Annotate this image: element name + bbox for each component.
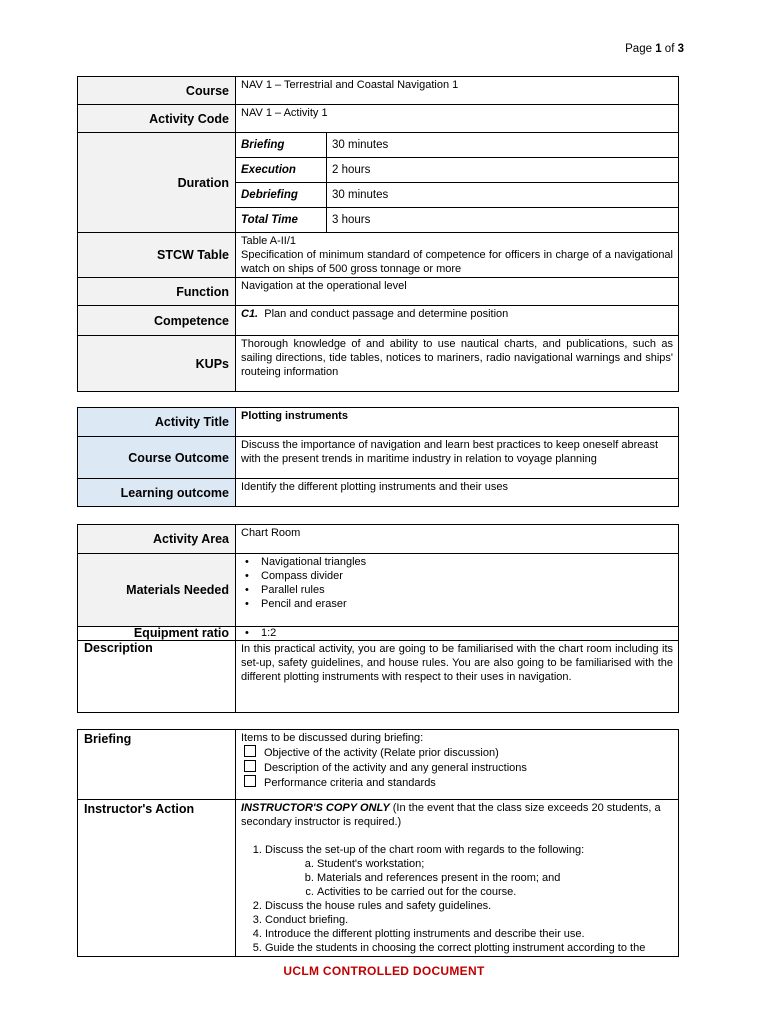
instructor-action-value	[236, 800, 679, 957]
briefing-value	[236, 730, 679, 800]
function-label: Function	[78, 278, 236, 306]
page-number: Page 1 of 3	[625, 43, 684, 55]
duration-key: Total Time	[236, 208, 327, 233]
instructor-note: INSTRUCTOR'S COPY ONLY (In the event that the class size exceeds 20 students, a secondary instructor is required.)	[241, 802, 661, 828]
activity-area-table	[77, 524, 679, 713]
briefing-table	[77, 729, 679, 957]
list-item: c. Activities to be carried out for the course.	[317, 885, 673, 899]
course-outcome-value: Discuss the importance of navigation and learn best practices to keep oneself abreast with the present trends in maritime industry in relation to voyage planning	[236, 437, 679, 479]
duration-value: 2 hours	[327, 158, 679, 183]
equipment-ratio-value	[236, 627, 679, 641]
list-item: • Navigational triangles	[261, 555, 673, 569]
learning-outcome-value: Identify the different plotting instruments and their uses	[236, 479, 679, 507]
course-label: Course	[78, 77, 236, 105]
competence-code: C1.	[241, 308, 259, 320]
list-item: • 1:2	[261, 627, 673, 640]
duration-value: 30 minutes	[327, 183, 679, 208]
stcw-value	[236, 233, 679, 278]
competence-text: Plan and conduct passage and determine position	[264, 308, 509, 320]
course-value: NAV 1 – Terrestrial and Coastal Navigation 1	[236, 77, 679, 105]
kups-label: KUPs	[78, 336, 236, 392]
list-item: 1. Discuss the set-up of the chart room with regards to the following: a. Student's workstation; b. Materials and references present in the room; and c. Activities to be carried out for the course.	[265, 843, 673, 899]
description-label: Description	[78, 641, 236, 713]
controlled-document-footer: UCLM CONTROLLED DOCUMENT	[283, 964, 485, 978]
checkbox-icon[interactable]	[244, 760, 256, 772]
equipment-ratio-label: Equipment ratio	[78, 627, 236, 641]
duration-value: 3 hours	[332, 214, 371, 226]
list-item: 2. Discuss the house rules and safety guidelines.	[265, 899, 673, 913]
briefing-label: Briefing	[78, 730, 236, 800]
instructor-steps	[241, 843, 673, 955]
activity-title-value: Plotting instruments	[236, 408, 679, 437]
function-value: Navigation at the operational level	[236, 278, 679, 306]
competence-label: Competence	[78, 306, 236, 336]
kups-value: Thorough knowledge of and ability to use nautical charts, and publications, such as sailing directions, tide tables, notices to mariners, radio navigational warnings and ships' routeing information	[236, 336, 679, 392]
materials-list	[241, 555, 673, 611]
course-info-table	[77, 76, 679, 392]
description-value: In this practical activity, you are going to be familiarised with the chart room including its set-up, safety guidelines, and house rules. You are also going to be familiarised with the different plotting instruments with respect to their uses in navigation.	[236, 641, 679, 713]
materials-label: Materials Needed	[78, 554, 236, 627]
activity-code-value: NAV 1 – Activity 1	[236, 105, 679, 133]
list-item: a. Student's workstation;	[317, 857, 673, 871]
duration-key: Debriefing	[236, 183, 327, 208]
learning-outcome-label: Learning outcome	[78, 479, 236, 507]
list-item: • Compass divider	[261, 569, 673, 583]
activity-title-label: Activity Title	[78, 408, 236, 437]
list-item: 5. Guide the students in choosing the correct plotting instrument according to the	[265, 941, 673, 955]
stcw-table-ref: Table A-II/1	[241, 235, 297, 247]
list-item: • Parallel rules	[261, 583, 673, 597]
instructor-action-label: Instructor's Action	[78, 800, 236, 957]
checklist-item: Objective of the activity (Relate prior discussion)	[241, 745, 673, 760]
materials-value	[236, 554, 679, 627]
stcw-spec: Specification of minimum standard of competence for officers in charge of a navigational watch on ships of 500 gross tonnage or more	[241, 249, 673, 275]
instructor-copy-only: INSTRUCTOR'S COPY ONLY	[241, 802, 390, 814]
course-outcome-label: Course Outcome	[78, 437, 236, 479]
activity-area-value: Chart Room	[236, 525, 679, 554]
briefing-intro: Items to be discussed during briefing:	[241, 732, 424, 744]
checklist-item: Description of the activity and any general instructions	[241, 760, 673, 775]
checklist-item: Performance criteria and standards	[241, 775, 673, 790]
duration-key: Execution	[236, 158, 327, 183]
duration-value: 30 minutes	[327, 133, 679, 158]
stcw-label: STCW Table	[78, 233, 236, 278]
list-item: • Pencil and eraser	[261, 597, 673, 611]
activity-area-label: Activity Area	[78, 525, 236, 554]
activity-title-table	[77, 407, 679, 507]
competence-value	[236, 306, 679, 336]
list-item: b. Materials and references present in the room; and	[317, 871, 673, 885]
checkbox-icon[interactable]	[244, 745, 256, 757]
checkbox-icon[interactable]	[244, 775, 256, 787]
list-item: 3. Conduct briefing.	[265, 913, 673, 927]
duration-cell	[236, 133, 679, 233]
activity-code-label: Activity Code	[78, 105, 236, 133]
duration-table	[236, 133, 678, 232]
duration-label: Duration	[78, 133, 236, 233]
list-item: 4. Introduce the different plotting instruments and describe their use.	[265, 927, 673, 941]
duration-key: Briefing	[236, 133, 327, 158]
